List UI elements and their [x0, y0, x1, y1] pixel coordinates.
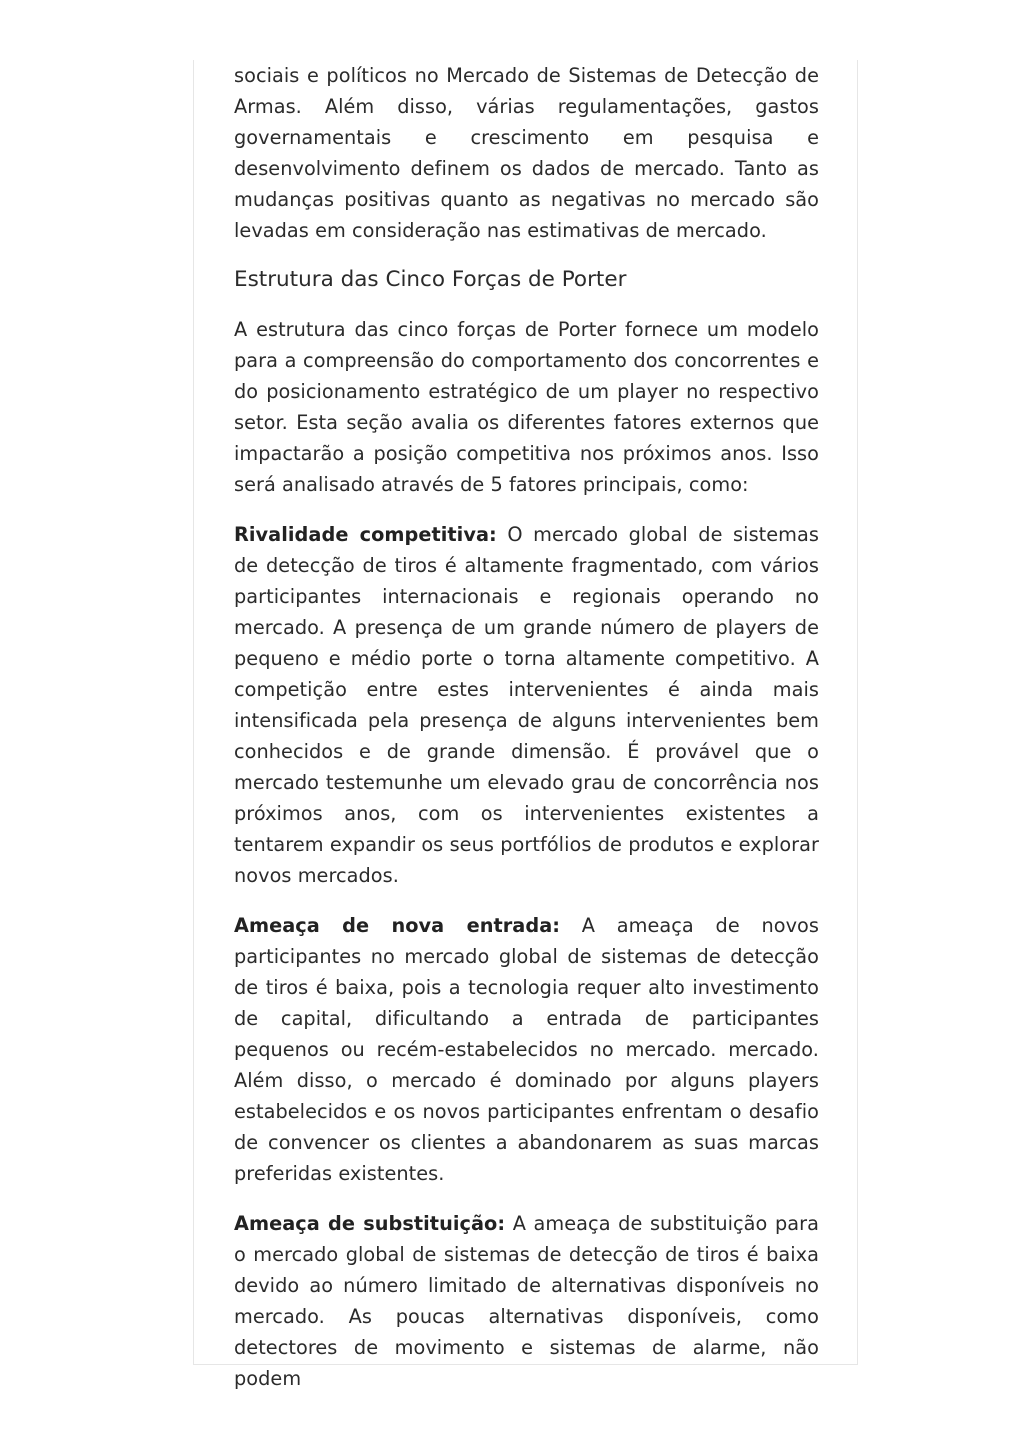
force-paragraph-rivalry: [234, 519, 819, 891]
document-content: [234, 60, 819, 1413]
document-page: [193, 60, 858, 1390]
force-text: A ameaça de novos participantes no mercado global de sistemas de detecção de tiros é baixa, pois a tecnologia requer alto investimento de capital, dificultando a entrada de participantes pequenos ou recém-estabelecidos no mercado. mercado. Além disso, o mercado é dominado por alguns players estabelecidos e os novos participantes enfrentam o desafio de convencer os clientes a abandonarem as suas marcas preferidas existentes.: [234, 914, 819, 1185]
section-heading: Estrutura das Cinco Forças de Porter: [234, 267, 627, 292]
section-intro-paragraph: A estrutura das cinco forças de Porter fornece um modelo para a compreensão do comportamento dos concorrentes e do posicionamento estratégico de um player no respectivo setor. Esta seção avalia os diferentes fatores externos que impactarão a posição competitiva nos próximos anos. Isso será analisado através de 5 fatores principais, como:: [234, 318, 819, 496]
force-text: O mercado global de sistemas de detecção de tiros é altamente fragmentado, com vários participantes internacionais e regionais operando no mercado. A presença de um grande número de players de pequeno e médio porte o torna altamente competitivo. A competição entre estes intervenientes é ainda mais intensificada pela presença de alguns intervenientes bem conhecidos e de grande dimensão. É provável que o mercado testemunhe um elevado grau de concorrência nos próximos anos, com os intervenientes existentes a tentarem expandir os seus portfólios de produtos e explorar novos mercados.: [234, 523, 819, 887]
force-text: A ameaça de substituição para o mercado global de sistemas de detecção de tiros é baixa devido ao número limitado de alternativas disponíveis no mercado. As poucas alternativas disponíveis, como detectores de movimento e sistemas de alarme, não podem: [234, 1212, 819, 1390]
force-label: Rivalidade competitiva:: [234, 523, 497, 546]
force-label: Ameaça de substituição:: [234, 1212, 506, 1235]
force-paragraph-substitution: [234, 1208, 819, 1394]
intro-paragraph: sociais e políticos no Mercado de Sistemas de Detecção de Armas. Além disso, várias regulamentações, gastos governamentais e crescimento em pesquisa e desenvolvimento definem os dados de mercado. Tanto as mudanças positivas quanto as negativas no mercado são levadas em consideração nas estimativas de mercado.: [234, 64, 819, 242]
force-paragraph-new-entry: [234, 910, 819, 1189]
force-label: Ameaça de nova entrada:: [234, 914, 561, 937]
